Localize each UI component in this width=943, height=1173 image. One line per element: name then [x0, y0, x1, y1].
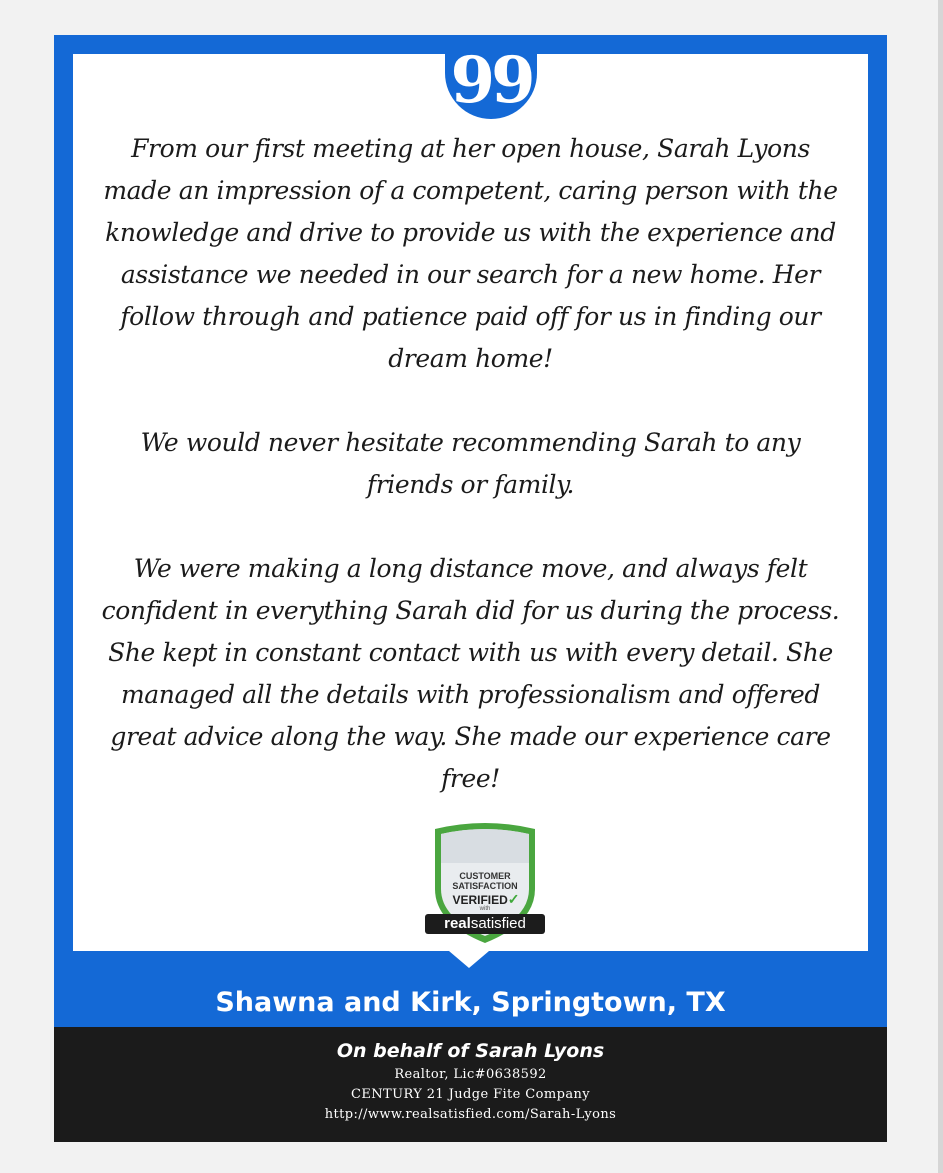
- footer-license: Realtor, Lic#0638592: [394, 1067, 547, 1082]
- testimonial-text: [95, 128, 846, 800]
- check-icon: ✓: [507, 891, 520, 907]
- footer-title: On behalf of Sarah Lyons: [336, 1040, 605, 1062]
- seal-brand-bold: real: [444, 915, 471, 932]
- page-edge-line: [938, 0, 943, 1173]
- seal-title: [419, 871, 551, 891]
- seal-with: with: [479, 906, 491, 912]
- footer-url[interactable]: http://www.realsatisfied.com/Sarah-Lyons: [324, 1107, 617, 1122]
- testimonial-paragraph-1: From our first meeting at her open house, Sarah Lyons made an impression of a competent, caring person with the knowledge and drive to provide us with the experience and assistance we needed in our search for a new home. Her follow through and patience paid off for us in finding our dream home!: [103, 134, 838, 373]
- seal-brand-light: satisfied: [470, 915, 526, 932]
- verification-seal: [419, 823, 551, 945]
- seal-verified-label: VERIFIED: [452, 893, 508, 907]
- seal-line-2: SATISFACTION: [452, 881, 518, 891]
- footer-company: CENTURY 21 Judge Fite Company: [351, 1087, 590, 1102]
- testimonial-paragraph-3: We were making a long distance move, and always felt confident in everything Sarah did for us during the process. She kept in constant contact with us with every detail. She managed all the details with professionalism and offered great advice along the way. She made our experience care free!: [101, 554, 840, 793]
- testimonial-paragraph-2: We would never hesitate recommending Sarah to any friends or family.: [140, 428, 801, 499]
- seal-line-1: CUSTOMER: [459, 871, 511, 881]
- seal-brand: [425, 914, 545, 934]
- footer-bar: [54, 1027, 887, 1142]
- testimonial-card: [54, 35, 887, 1142]
- speech-pointer: [449, 951, 489, 968]
- quote-icon: 99: [450, 43, 532, 118]
- testimonial-panel: [73, 43, 868, 951]
- quote-badge: [445, 35, 537, 119]
- author-name: Shawna and Kirk, Springtown, TX: [215, 987, 726, 1018]
